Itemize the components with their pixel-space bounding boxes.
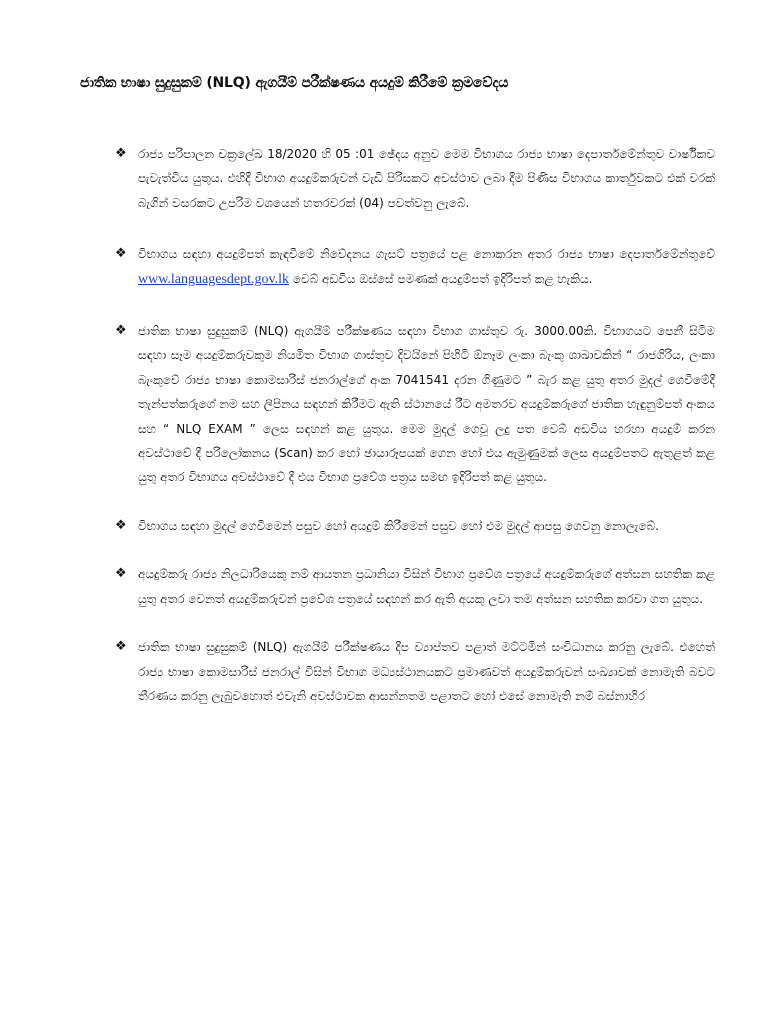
bullet-item-signature bbox=[115, 562, 715, 611]
bullet-item-application bbox=[115, 242, 715, 292]
bullet-list bbox=[115, 142, 715, 708]
diamond-bullet-icon: ❖ bbox=[115, 146, 127, 161]
diamond-bullet-icon: ❖ bbox=[115, 323, 127, 339]
bullet-text: අයදුම්කරු රාජ්‍ය නිලධාරියෙකු නම් ආයතන ප්‍රධානියා විසින් විභාග ප්‍රවේශ පත්‍රයේ අයදුම්කරුගේ අත්සන සහතික කළ යුතු අතර වෙනත් අයදුම්කරුවන් ප්‍රවේශ පත්‍රයේ සඳහන් කර ඇති අයකු ලවා තම අත්සන සහතික කරවා ගත යුතුය. bbox=[138, 567, 715, 606]
bullet-text: ජාතික භාෂා සුදුසුකම් (NLQ) ඇගයීම් පරීක්ෂණය දීප ව්‍යාප්තව පළාත් මට්ටමින් සංවිධානය කරනු ලැබේ. එහෙත් රාජ්‍ය භාෂා කොමසාරිස් ජනරාල් විසින් විභාග මධ්‍යස්ථානයකට ප්‍රමාණවත් අයදුම්කරුවන් සංඛ්‍යාවක් නොමැති බවට තීරණය කරනු ලැබුවහොත් එවැනි අවස්ථාවක ආසන්නතම පළාතට හෝ එසේ නොමැති නම් බස්නාහිර bbox=[138, 640, 715, 703]
diamond-bullet-icon: ❖ bbox=[115, 517, 127, 533]
diamond-bullet-icon: ❖ bbox=[115, 566, 127, 582]
bullet-text: ජාතික භාෂා සුදුසුකම් (NLQ) ඇගයීම් පරීක්ෂණය සඳහා විභාග ගාස්තුව රු. 3000.00කි. විභාගයට පෙනී සිටීම සඳහා සෑම අයදුම්කරුවකුම නියමිත විභාග ගාස්තුව දිවයිනේ පිහිටි ඕනෑම ලංකා බැංකු ශාඛාවකින් “ රාජගිරිය, ලංකා බැංකුවේ රාජ්‍ය භාෂා කොමසාරිස් ජනරාල්ගේ අංක 7041541 දරන ගිණුමට ” බැර කළ යුතු අතර මුදල් ගෙවීමේදී තැන්පත්කරුගේ නම සහ ලිපිනය සඳහන් කිරීමට ඇති ස්ථානයේ රීට අමතරව අයදුම්කරුගේ ජාතික හැඳුනුම්පත් අංකය සහ “ NLQ EXAM ” ලෙස සඳහන් කළ යුතුය. මෙම මුදල් ගෙවූ ලදු පත වෙබ් අඩවිය හරහා අයදුම් කරන අවස්ථාවේ දී පරිලෝකනය (Scan) කර හෝ ඡායාරූපයක් ගෙන හෝ එය ඇමුණුමක් ලෙස අයදුම්පතට ඇතුළත් කළ යුතු අතර විභාගය අවස්ථාවේ දී එය විභාග ප්‍රවේශ පත්‍රය සමඟ ඉදිරිපත් කළ යුතුය. bbox=[138, 324, 715, 485]
bullet-text-after-link: වෙබ් අඩවිය ඔස්සේ පමණක් අයදුම්පත් ඉදිරිපත් කළ හැකිය. bbox=[289, 271, 593, 286]
diamond-bullet-icon: ❖ bbox=[115, 246, 127, 262]
document-title: ජාතික භාෂා සුදුසුකම් (NLQ) ඇගයීම් පරීක්ෂණය අයදුම් කිරීමේ ක්‍රමවේදය bbox=[80, 75, 509, 91]
bullet-item-venue bbox=[115, 635, 715, 708]
diamond-bullet-icon: ❖ bbox=[115, 639, 127, 655]
bullet-item-refund bbox=[115, 514, 715, 538]
bullet-text bbox=[138, 242, 715, 292]
bullet-text: රාජ්‍ය පරිපාලන චක්‍රලේඛ 18/2020 හි 05 :01 ඡේදය අනුව මෙම විභාගය රාජ්‍ය භාෂා දෙපාර්තමේන්තුව වාර්ෂිකව පැවැත්විය යුතුය. එහිදී විභාග අයදුම්කරුවන් වැඩි පිරිසකට අවස්ථාව ලබා දීම පිණිස විභාගය කාර්තුවකට එක් වරක් බැගින් වසරකට උපරිම වශයෙන් හතරවරක් (04) පවත්වනු ලැබේ. bbox=[138, 147, 715, 210]
website-link[interactable]: www.languagesdept.gov.lk bbox=[138, 271, 289, 287]
bullet-item-schedule bbox=[115, 142, 715, 215]
bullet-text: විභාගය සඳහා මුදල් ගෙවීමෙන් පසුව හෝ අයදුම් කිරීමෙන් පසුව හෝ එම මුදල් ආපසු ගෙවනු නොලැබේ. bbox=[138, 518, 659, 533]
bullet-text-before-link: විභාගය සඳහා අයදුම්පත් කැඳවීමේ නිවේදනය ගැසට් පත්‍රයේ පළ නොකරන අතර රාජ්‍ය භාෂා දෙපාර්තමේන්තුවේ bbox=[138, 247, 715, 262]
bullet-item-fee bbox=[115, 319, 715, 490]
